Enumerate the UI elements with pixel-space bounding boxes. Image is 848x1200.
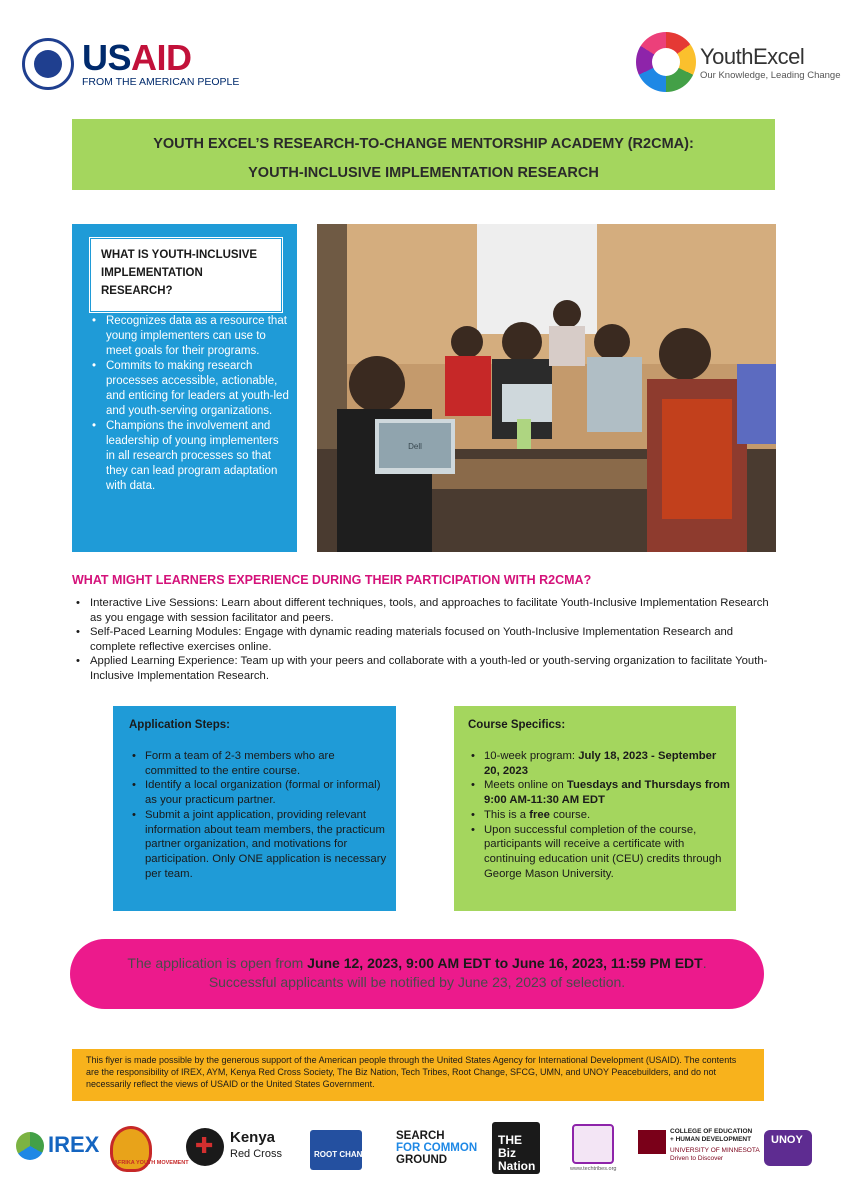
- learners-point: • Applied Learning Experience: Team up with your peers and collaborate with a youth-led or youth-serving organization to facilitate Youth-Inclusive Implementation Research.: [72, 654, 782, 683]
- intro-point: • Commits to making research processes accessible, actionable, and enticing for leaders at youth-led and youth-serving organizations.: [90, 359, 290, 419]
- root-change-logo: ROOT CHANGE: [310, 1120, 366, 1176]
- notification-text: Successful applicants will be notified by June 23, 2023 of selection.: [208, 974, 626, 990]
- usaid-wordmark: USAID: [82, 37, 192, 78]
- biz-nation-logo: THE Biz Nation: [492, 1120, 542, 1176]
- learners-point: • Self-Paced Learning Modules: Engage with dynamic reading materials focused on Youth-Inclusive Implementation Research and complete reflective exercises online.: [72, 625, 782, 654]
- youth-excel-tagline: Our Knowledge, Leading Change: [700, 70, 841, 81]
- title-line-2: YOUTH-INCLUSIVE IMPLEMENTATION RESEARCH: [248, 165, 599, 181]
- course-meeting-schedule: Tuesdays and Thursdays from 9:00 AM-11:30 AM EDT: [484, 779, 730, 807]
- usaid-logo: [22, 37, 240, 90]
- course-free-word: free: [529, 808, 550, 821]
- disclaimer: This flyer is made possible by the generous support of the American people through the United States Agency for International Development (USAID). The contents are the responsibility of IREX, AYM, Kenya Red Cross Society, The Biz Nation, Tech Tribes, Root Change, SFCG, UMN, and UNOY Peacebuilders, and do not necessarily reflect the views of USAID or the United States Government.: [72, 1049, 764, 1101]
- workshop-photo-illustration: [317, 224, 776, 552]
- title-line-1: YOUTH EXCEL’S RESEARCH-TO-CHANGE MENTORSHIP ACADEMY (R2CMA):: [153, 136, 694, 152]
- intro-box: [72, 224, 297, 552]
- intro-point: • Champions the involvement and leadership of young implementers in all research processes so that they can lead program adaptation with data.: [90, 419, 290, 494]
- umn-m-icon: [638, 1130, 666, 1154]
- irex-icon: [16, 1132, 44, 1160]
- application-step: • Identify a local organization (formal or informal) as your practicum partner.: [129, 778, 387, 807]
- usaid-seal-icon: [22, 38, 74, 90]
- application-steps-list: [129, 749, 387, 881]
- usaid-tagline: FROM THE AMERICAN PEOPLE: [82, 76, 240, 88]
- umn-logo: COLLEGE OF EDUCATION + HUMAN DEVELOPMENT UNIVERSITY OF MINNESOTA Driven to Discover: [638, 1120, 748, 1176]
- workshop-photo: [317, 224, 776, 552]
- learners-list: [72, 596, 782, 683]
- course-specifics-title: Course Specifics:: [468, 719, 566, 731]
- course-program-dates: July 18, 2023 - September 20, 2023: [484, 750, 717, 777]
- partner-logos: [0, 1120, 848, 1180]
- application-window-banner: [70, 939, 764, 1009]
- application-window-text: The application is open from June 12, 2023, 9:00 AM EDT to June 16, 2023, 11:59 PM EDT.: [127, 955, 707, 971]
- course-specifics-list: [468, 749, 730, 881]
- application-steps-title: Application Steps:: [129, 719, 230, 731]
- intro-point: • Recognizes data as a resource that young implementers can use to meet goals for their programs.: [90, 314, 290, 359]
- application-steps-box: [113, 706, 396, 911]
- youth-excel-globe-icon: [636, 32, 696, 92]
- course-meetings: • Meets online on Tuesdays and Thursdays from 9:00 AM-11:30 AM EDT: [468, 778, 730, 807]
- unoy-logo: UNOY: [764, 1120, 814, 1176]
- intro-list: [90, 314, 290, 494]
- course-completion: • Upon successful completion of the course, participants will receive a certificate with continuing education unit (CEU) credits through George Mason University.: [468, 823, 730, 882]
- tech-tribes-logo: www.techtribes.org: [572, 1120, 622, 1176]
- tech-tribes-icon: [572, 1124, 614, 1164]
- application-step: • Submit a joint application, providing relevant information about team members, the practicum partner organization, and motivations for participation. Only ONE application is necessary per team.: [129, 808, 387, 882]
- youth-excel-logo: [636, 28, 841, 98]
- learners-heading: WHAT MIGHT LEARNERS EXPERIENCE DURING THEIR PARTICIPATION WITH R2CMA?: [72, 573, 592, 587]
- application-step: • Form a team of 2-3 members who are committed to the entire course.: [129, 749, 387, 778]
- learners-point: • Interactive Live Sessions: Learn about different techniques, tools, and approaches to facilitate Youth-Inclusive Implementation Research as you engage with session facilitator and peers.: [72, 596, 782, 625]
- intro-heading: WHAT IS YOUTH-INCLUSIVE IMPLEMENTATION RESEARCH?: [90, 238, 282, 312]
- kenya-red-cross-logo: ✚ Kenya Red Cross: [186, 1120, 286, 1176]
- application-window-dates: June 12, 2023, 9:00 AM EDT to June 16, 2023, 11:59 PM EDT: [307, 955, 703, 971]
- photo-laptop-label: Dell: [408, 442, 422, 451]
- course-cost: • This is a free course.: [468, 808, 730, 823]
- title-banner: [72, 119, 775, 190]
- sfcg-logo: SEARCH FOR COMMON GROUND: [396, 1130, 478, 1166]
- aym-logo: AFRIKA YOUTH MOVEMENT: [110, 1120, 166, 1176]
- course-specifics-box: [454, 706, 736, 911]
- course-program: • 10-week program: July 18, 2023 - September 20, 2023: [468, 749, 730, 778]
- youth-excel-wordmark: YouthExcel: [700, 44, 805, 69]
- red-cross-shield-icon: [186, 1128, 224, 1166]
- irex-logo: IREX: [16, 1120, 106, 1176]
